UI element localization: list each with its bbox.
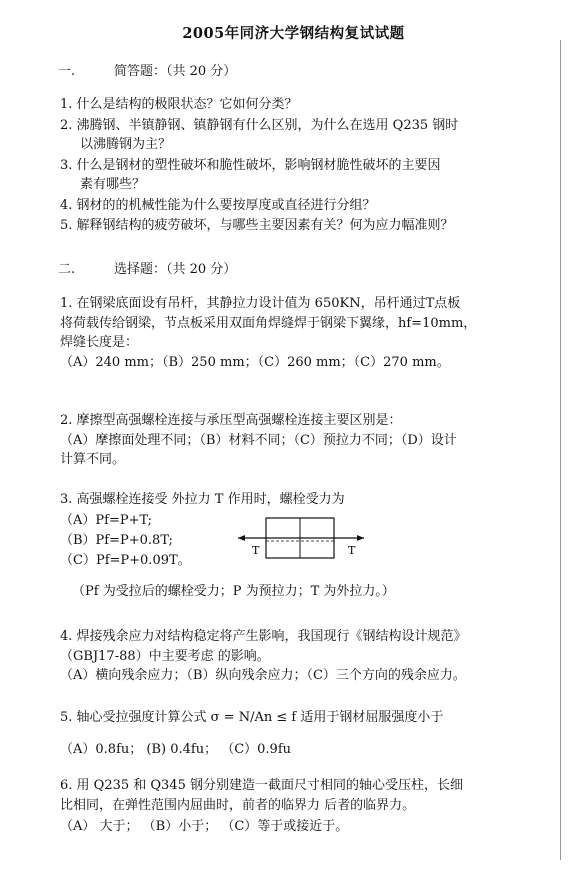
section-2-heading [58, 258, 236, 277]
choice-question-3-option-b: （B）Pf=P+0.8T; [60, 533, 173, 548]
short-question-1: 1. 什么是结构的极限状态？它如何分类？ [60, 97, 298, 112]
section-number: 一. [58, 64, 76, 79]
short-question-4: 4. 钢材的的机械性能为什么要按厚度或直径进行分组？ [60, 198, 376, 213]
choice-question-3-option-a: （A）Pf=P+T; [60, 513, 153, 528]
choice-question-6-line-2: 比相同，在弹性范围内屈曲时，前者的临界力 后者的临界力。 [60, 798, 416, 813]
choice-question-4-options: （A）横向残余应力；（B）纵向残余应力；（C）三个方向的残余应力。 [60, 668, 466, 683]
choice-question-1-line-1: 1. 在钢梁底面设有吊杆，其静拉力设计值为 650KN，吊杆通过T点板 [60, 296, 461, 311]
choice-question-5-options: （A）0.8fu； (B) 0.4fu； （C）0.9fu [60, 742, 292, 757]
arrow-right-icon [357, 535, 364, 541]
section-1-heading [58, 60, 236, 79]
section-number: 二. [58, 262, 76, 277]
choice-question-2-line-3: 计算不同。 [60, 452, 126, 467]
choice-question-2-line-1: 2. 摩擦型高强螺栓连接与承压型高强螺栓连接主要区别是： [60, 413, 402, 428]
short-question-3: 3. 什么是钢材的塑性破坏和脆性破坏，影响钢材脆性破坏的主要因 [60, 158, 441, 173]
bolt-tension-diagram [236, 510, 376, 570]
section-title: 选择题：（共 20 分） [114, 262, 237, 277]
short-question-2-cont: 以沸腾钢为主？ [80, 137, 172, 152]
exam-title: 2005年同济大学钢结构复试试题 [182, 25, 405, 42]
choice-question-4-line-1: 4. 焊接残余应力对结构稳定将产生影响，我国现行《钢结构设计规范》 [60, 629, 467, 644]
choice-question-1-line-2: 将荷载传给钢梁，节点板采用双面角焊缝焊于钢梁下翼缘，hf=10mm， [60, 316, 477, 331]
short-question-2: 2. 沸腾钢、半镇静钢、镇静钢有什么区别，为什么在选用 Q235 钢时 [60, 118, 459, 133]
arrow-left-icon [238, 535, 245, 541]
choice-question-5-stem: 5. 轴心受拉强度计算公式 σ = N/An ≤ f 适用于钢材屈服强度小于 [60, 710, 444, 725]
scan-edge-line [560, 40, 561, 860]
choice-question-2-line-2: （A）摩擦面处理不同；（B）材料不同；（C）预拉力不同；（D）设计 [60, 433, 457, 448]
short-question-3-cont: 素有哪些？ [80, 177, 146, 192]
choice-question-1-options: （A）240 mm；（B）250 mm；（C）260 mm；（C）270 mm。 [60, 355, 450, 370]
choice-question-1-line-3: 焊缝长度是： [60, 335, 139, 350]
choice-question-6-options: （A） 大于； （B）小于； （C）等于或接近于。 [60, 819, 349, 834]
choice-question-6-line-1: 6. 用 Q235 和 Q345 钢分别建造一截面尺寸相同的轴心受压柱，长细 [60, 778, 464, 793]
choice-question-4-line-2: （GBJ17-88）中主要考虑 的影响。 [60, 649, 270, 664]
force-label-right: T [348, 544, 356, 557]
choice-question-3-option-c: （C）Pf=P+0.09T。 [60, 553, 191, 568]
choice-question-3-stem: 3. 高强螺栓连接受 外拉力 T 作用时，螺栓受力为 [60, 492, 345, 507]
force-label-left: T [252, 544, 260, 557]
short-question-5: 5. 解释钢结构的疲劳破坏，与哪些主要因素有关？何为应力幅准则？ [60, 218, 454, 233]
section-title: 简答题：（共 20 分） [114, 64, 237, 79]
choice-question-3-note: （Pf 为受拉后的螺栓受力；P 为预拉力；T 为外拉力。） [72, 584, 395, 599]
